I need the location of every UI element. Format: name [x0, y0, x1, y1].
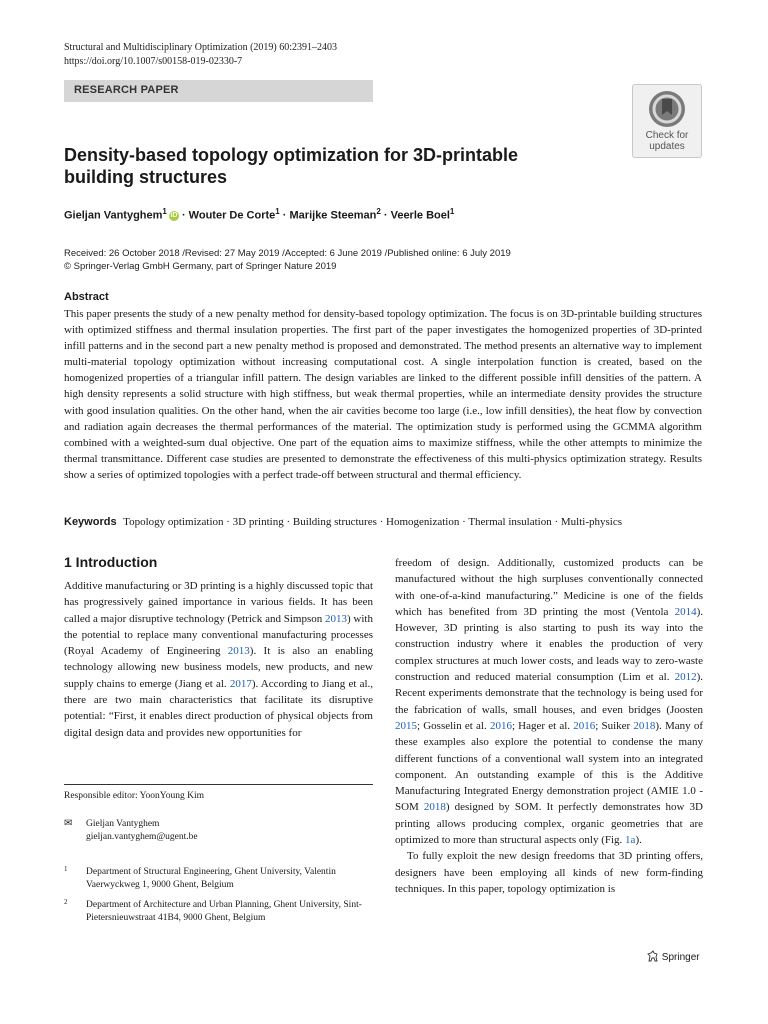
abstract-heading: Abstract [64, 291, 109, 303]
keywords-label: Keywords [64, 516, 117, 528]
paper-title: Density-based topology optimization for 3D-printable building structures [64, 145, 519, 187]
abstract-text: This paper presents the study of a new penalty method for density-based topology optimization. The focus is on 3D-printable building structures with optimized stiffness and thermal insulation properties. The first part of the paper investigates the homogenized properties of 3D-printed infill patterns and in the second part a new penalty method is proposed and demonstrated. The method presents an alternative way to implement multi-material topology optimization without increasing computational cost. A single interpolation function is created, based on the homogenized properties of a triangular infill pattern. The design variables are linked to the different possible infill densities of the pattern. A high density represents a solid structure with high stiffness, but weak thermal properties, while an intermediate density provides the structure with good insulation qualities. On the other hand, when the air cavities become too large (i.e., low infill densities), the heat flow by convection and radiation again decreases the thermal performances of the material. The optimization study is performed using the GCMMA algorithm combined with a weighted-sum dual objective. One part of the equation aims to maximize stiffness, while the other attempts to minimize the thermal transmittance. Different case studies are presented to demonstrate the effectiveness of this multi-physics optimization strategy. Results show a series of optimized topologies with a perfect trade-off between structural and thermal efficiency. [64, 308, 702, 481]
keywords-list: Topology optimization · 3D printing · Building structures · Homogenization · Thermal insulation · Multi-physics [123, 516, 622, 528]
affiliation-2 [64, 899, 373, 924]
publisher-logo [647, 950, 700, 963]
body-text: ). [635, 834, 642, 847]
affiliation-text: Department of Architecture and Urban Planning, Ghent University, Sint-Pietersnieuwstraat 41B4, 9000 Ghent, Belgium [86, 900, 362, 923]
author-name[interactable]: Wouter De Corte [188, 209, 276, 222]
copyright-notice: © Springer-Verlag GmbH Germany, part of Springer Nature 2019 [64, 261, 337, 272]
citation-link[interactable]: 2012 [674, 671, 697, 684]
paragraph [395, 848, 703, 897]
author-separator: · [383, 209, 388, 222]
citation-link[interactable]: 2018 [423, 801, 446, 814]
check-for-updates-line1: Check for [645, 130, 689, 141]
author-name[interactable]: Marijke Steeman [289, 209, 377, 222]
author-list [64, 207, 454, 222]
author-affiliation: 2 [376, 207, 381, 216]
citation-link[interactable]: 2013 [325, 612, 347, 625]
author-affiliation: 1 [162, 207, 167, 216]
body-text: ; Gosselin et al. [417, 719, 490, 732]
citation-link[interactable]: 2018 [633, 719, 656, 732]
body-text: To fully exploit the new design freedoms that 3D printing offers, designers have been employing all kinds of new form-finding techniques. In this paper, topology optimization is [395, 850, 703, 895]
author-name[interactable]: Veerle Boel [390, 209, 450, 222]
body-text: ; Hager et al. [511, 719, 574, 732]
citation-link[interactable]: 2015 [395, 719, 417, 732]
bookmark-icon [647, 89, 687, 129]
affiliation-1 [64, 866, 373, 891]
journal-citation: Structural and Multidisciplinary Optimization (2019) 60:2391–2403 [64, 42, 338, 53]
publication-dates [64, 247, 511, 273]
body-text: ; Suiker [595, 719, 634, 732]
citation-link[interactable]: 2016 [489, 719, 512, 732]
affiliation-number: 2 [64, 898, 68, 906]
citation-link[interactable]: 2016 [573, 719, 596, 732]
footnote-divider [64, 784, 373, 785]
journal-info [64, 41, 337, 69]
body-text: ) with the potential to replace many conventional manufacturing processes (Royal Academy of Engineering [64, 612, 373, 658]
author-separator: · [282, 209, 287, 222]
author-separator: · [181, 209, 186, 222]
body-text: ). It is also an enabling technology allowing new business models, new products, and new supply chains to emerge (Jiang et al. [64, 645, 373, 690]
doi-link[interactable]: https://doi.org/10.1007/s00158-019-02330-7 [64, 56, 243, 67]
section-heading: 1 Introduction [64, 554, 158, 570]
citation-link[interactable]: 2017 [229, 677, 252, 690]
history-dates: Received: 26 October 2018 /Revised: 27 May 2019 /Accepted: 6 June 2019 /Published online: 6 July 2019 [64, 248, 511, 259]
check-for-updates-line2: updates [649, 141, 685, 152]
body-text: ) designed by SOM. It perfectly demonstrates how 3D printing allows producing complex, organic geometries that are optimized to more than structural aspects only (Fig. [395, 801, 703, 847]
citation-link[interactable]: 2014 [674, 605, 697, 618]
citation-link[interactable]: 2013 [227, 645, 250, 658]
body-text: ). According to Jiang et al., there are two main characteristics that facilitate its disruptive potential: “First, it enables direct production of physical objects from digital design data and provides new opportunities for [64, 677, 374, 739]
body-text: Additive manufacturing or 3D printing is a highly discussed topic that has progressively gained importance in various fields. It has been called a major disruptive technology (Petrick and Simpson [64, 580, 373, 625]
corresponding-author [64, 818, 373, 843]
publisher-name: Springer [661, 952, 700, 963]
springer-horse-icon [647, 950, 659, 962]
check-for-updates-text [633, 130, 701, 152]
author-affiliation: 1 [449, 207, 455, 216]
contact-email[interactable]: gieljan.vantyghem@ugent.be [86, 831, 198, 842]
contact-name: Gieljan Vantyghem [86, 819, 160, 829]
keywords [64, 516, 704, 528]
intro-left-column [64, 578, 373, 741]
affiliation-text: Department of Structural Engineering, Ghent University, Valentin Vaerwyckweg 1, 9000 Ghent, Belgium [86, 867, 336, 890]
affiliation-number: 1 [64, 865, 68, 873]
article-type-label: RESEARCH PAPER [74, 84, 179, 96]
orcid-icon[interactable]: iD [170, 211, 178, 219]
responsible-editor: Responsible editor: YoonYoung Kim [64, 791, 204, 801]
body-text: ). However, 3D printing is also starting to push its way into the construction industry where it enables the production of very complex structures at much lower costs, and leads way to zero-waste construction and reduced material consumption (Lim et al. [395, 605, 703, 684]
body-text: freedom of design. Additionally, customized products can be manufactured without the high surpluses conventionally connected with one-of-a-kind manufacturing.” Medicine is one of the fields which has benefited from 3D printing the most (Ventola [395, 557, 703, 618]
figure-link[interactable]: 1a [625, 834, 636, 847]
check-for-updates-badge[interactable] [632, 84, 702, 158]
body-text: ). Recent experiments demonstrate that the technology is being used for the fabrication of walls, small houses, and even bridges (Joosten [395, 671, 703, 716]
article-type-banner [64, 80, 373, 102]
author-name[interactable]: Gieljan Vantyghem [64, 209, 163, 222]
body-text: ). Many of these examples also explore the potential to condense the many different functions of a conventional wall system into an integrated component. An outstanding example of this is the Additive Manufacturing Integrated Energy demonstration project (AMIE 1.0 -SOM [395, 719, 703, 814]
author-affiliation: 1 [275, 207, 280, 216]
envelope-icon: ✉ [64, 818, 73, 829]
intro-right-column [395, 555, 703, 897]
